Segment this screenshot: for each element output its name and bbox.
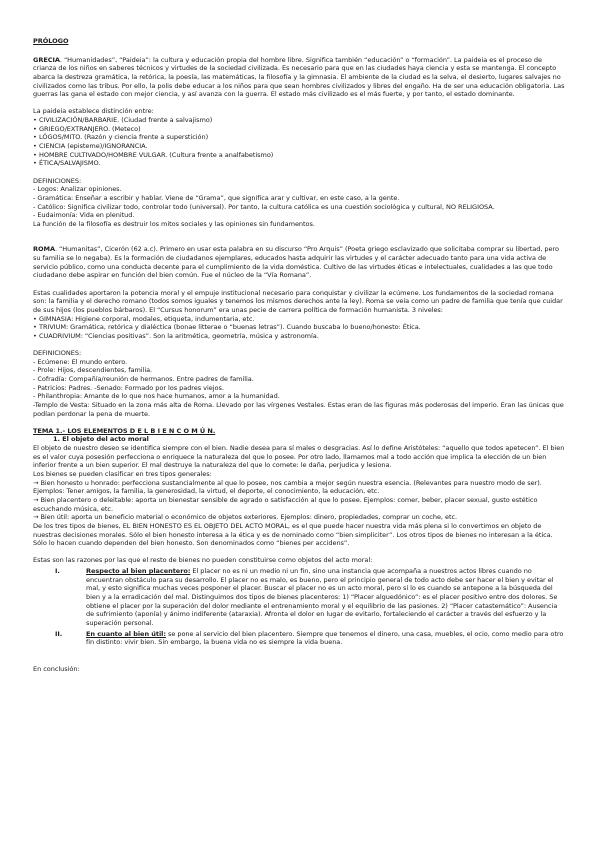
list-item: • HOMBRE CULTIVADO/HOMBRE VULGAR. (Cultura frente a analfabetismo) xyxy=(33,151,567,160)
objeto-paragraph: El objeto de nuestro deseo se identifica siempre con el bien. Nadie desea para sí males o desgracias. Así lo define Aristóteles: “aquello que todos apetecen”. El bien es el valor cuya posesión perfecciona o enriquece la naturaleza del que lo posee. Por otro lado, llamamos mal a todo acción que implica la elección de un bien inferior frente a un bien superior. El mal destruye la naturaleza del que lo comete: le daña, perjudica y lesiona. xyxy=(33,444,565,470)
item-number: II. xyxy=(55,629,63,638)
list-item xyxy=(33,567,567,628)
roma-paragraph xyxy=(33,245,567,280)
definition-item: - Gramática: Enseñar a escribir y hablar. Viene de “Grama”, que significa arar y cultivar, en este caso, a la gente. xyxy=(33,193,400,202)
niveles-list xyxy=(33,315,567,341)
tipo-item: → Bien honesto u honrado: perfecciona sustancialmente al que lo posee, nos cambia a mejor según nuestra esencia. (Relevantes para nuestro modo de ser). Ejemplos: Tener amigos, la familia, la generosidad, la virtud, el deporte, el conocimiento, la educación, etc. xyxy=(33,478,542,496)
list-item: • CIVILIZACIÓN/BARBARIE. (Ciudad frente a salvajismo) xyxy=(33,116,567,125)
list-item: • CUADRIVIUM: “Ciencias positivas”. Son la aritmética, geometría, música y astronomía. xyxy=(33,332,567,341)
page-title: PRÓLOGO xyxy=(33,37,69,45)
definition-item: - Patricios: Padres. -Senado: Formado por los padres viejos. xyxy=(33,383,224,392)
list-item: • GIMNASIA: Higiene corporal, modales, etiqueta, indumentaria, etc. xyxy=(33,315,567,324)
list-item: • ÉTICA/SALVAJISMO. xyxy=(33,159,567,168)
tipo-item: → Bien útil: aporta un beneficio material o económico de objetos exteriores. Ejemplos: dinero, propiedades, comprar un coche, etc. xyxy=(33,513,458,522)
roma-label: ROMA xyxy=(33,245,55,254)
objeto-paragraph-2: De los tres tipos de bienes, EL BIEN HONESTO ES EL OBJETO DEL ACTO MORAL, es el que puede hacer nuestra vida más plena si lo convertimos en objeto de nuestras decisiones morales. Sólo el bien honesto interesa a la ética y es de nominado como “bien simpliciter”. Los otros tipos de bienes no interesan a la ética. Sólo lo hacen cuando dependen del bien honesto. Son denominados como “bienes per accidens”. xyxy=(33,522,553,548)
tipos-intro: Los bienes se pueden clasificar en tres tipos generales: xyxy=(33,470,212,479)
list-item xyxy=(33,630,567,647)
definition-item: - Ecúmene: El mundo entero. xyxy=(33,357,128,366)
definitions-heading: DEFINICIONES: xyxy=(33,349,82,358)
paideia-intro: La paideia establece distinción entre: xyxy=(33,107,154,116)
definition-item: - Logos: Analizar opiniones. xyxy=(33,185,122,194)
definition-item: - Cofradía: Compañía/reunión de hermanos. Entre padres de familia. xyxy=(33,375,254,383)
grecia-paragraph xyxy=(33,56,567,99)
filosofia-line: La función de la filosofía es destruir los mitos sociales y las opiniones sin fundamentos. xyxy=(33,219,315,228)
subsection-heading: 1. El objeto del acto moral xyxy=(53,435,149,444)
item-number: I. xyxy=(55,567,60,576)
definition-item: - Católico: Significa civilizar todo, controlar todo (universal). Por tanto, la cultura católica es una cuestión sociológica y cultural, NO RELIGIOSA. xyxy=(33,202,495,211)
paideia-list xyxy=(33,116,567,168)
section-heading: TEMA 1.- LOS ELEMENTOS D E L B I E N C O M Ú N. xyxy=(33,426,216,435)
razones-list xyxy=(33,567,567,647)
definition-item: - Eudaimonía: Vida en plenitud. xyxy=(33,211,135,220)
list-item: • CIENCIA (episteme)/IGNORANCIA. xyxy=(33,142,567,151)
definition-item: - Philanthropia: Amante de lo que nos hace humanos, amor a la humanidad. xyxy=(33,392,280,401)
item-text: El placer no es ni un medio ni un fin, sino una instancia que acompaña a nuestros actos libres cuando no encuentran obstáculo para su desarrollo. El placer no es malo, es bueno, pero el principio general de todo acto debe ser hacer el bien y evitar el mal, y esto significa muchas veces posponer el placer. Buscar el placer no es un acto moral, pero sí lo es cuando se antepone a la búsqueda del bien y a la erradicación del mal. Distinguimos dos tipos de bienes placenteros: 1) “Placer alguedónico”: es el placer positivo entre dos dolores. Se obtiene el placer por la superación del dolor mediante el entrenamiento moral y el equilibrio de las pasiones. 2) “Placer catastemático”: Ausencia de sufrimiento (aponía) y ánimo indiferente (ataraxia). Afronta el dolor en lugar de evitarlo, fortaleciendo el carácter a través del esfuerzo y la superación personal. xyxy=(86,567,558,628)
list-item: • TRIVIUM: Gramática, retórica y dialéctica (bonae litterae o “buenas letras”). Cuando buscaba lo bueno/honesto: Ética. xyxy=(33,323,567,332)
conclusion-line: En conclusión: xyxy=(33,665,80,674)
list-item: • GRIEGO/EXTRANJERO. (Meteco) xyxy=(33,125,567,134)
definition-item: -Templo de Vesta: Situado en la zona más alta de Roma. Llevado por las vírgenes Vestales. Estas eran de las figuras más poderosas del imperio. Eran las únicas que podían perdonar la pena de muerte. xyxy=(33,400,564,418)
list-item: • LÓGOS/MITO. (Razón y ciencia frente a superstición) xyxy=(33,133,567,142)
definitions-heading: DEFINICIONES: xyxy=(33,176,82,185)
roma-text: . “Humanitas”, Cicerón (62 a.c). Primero en usar esta palabra en su discurso “Pro Arquis” (Poeta griego esclavizado que solicitaba comprar su libertad, pero su familia se lo negaba). Es la formación de ciudadanos ejemplares, educados hasta adquirir las virtudes y el carácter adecuado tanto para una vida activa de servicio público, como una conducta decente para el cumplimiento de la vida doméstica. Cultivo de las virtudes éticas e intelectuales, cualidades a las que todo ciudadano debe aspirar en función del bien común. Fue el núcleo de la “Vía Romana”. xyxy=(33,245,559,280)
grecia-text: . “Humanidades”, “Paideia”: la cultura y educación propia del hombre libre. Significa también “educación” o “formación”. La paideia es el proceso de crianza de los niños en saberes técnicos y virtudes de la sociedad civilizada. Es necesario para que en las ciudades haya ciencia y esta se mantenga. El concepto abarca la destreza gramática, la retórica, la poesía, las matemáticas, la filosofía y la gimnasia. El ambiente de la ciudad es la selva, el desierto, lugares salvajes no civilizados como las tribus. Por ello, la polis debe educar a los niños para que sean hombres civilizados y libres del engaño. Ha de ser una educación obligatoria. Las guerras las gana el estado con mejor ciencia, y así avanza con la guerra. El estado más civilizado es el más fuerte, y por tanto, el estado dominante. xyxy=(33,55,565,99)
roma-paragraph-2: Estas cualidades aportaron la potencia moral y el empuje institucional necesario para conquistar y civilizar la ecúmene. Los fundamentos de la sociedad romana son: la familia y el derecho romano (todos somos iguales y tenemos los mismos derechos ante la ley). Roma se veía como un padre de familia que tenía que cuidar de sus hijos (los pueblos bárbaros). El “Cursus honorum” era unas pecie de carrera política de formación humanista. 3 niveles: xyxy=(33,288,563,314)
tipo-item: → Bien placentero o deleitable: aporta un bienestar sensible de agrado o satisfacción al que lo posee. Ejemplos: comer, beber, placer sexual, gusto estético escuchando música, etc. xyxy=(33,496,538,513)
item-heading: En cuanto al bien útil: xyxy=(86,629,166,638)
item-text: se pone al servicio del bien placentero. Siempre que tenemos el dinero, una casa, muebles, el ocio, como medio para otro fin distinto: vivir bien. Sin embargo, la buena vida no es siempre la vida buena. xyxy=(86,629,564,647)
item-heading: Respecto al bien placentero: xyxy=(86,567,191,576)
grecia-label: GRECIA xyxy=(33,55,60,64)
razones-intro: Estas son las razones por las que el resto de bienes no pueden constituirse como objetos del acto moral: xyxy=(33,556,373,565)
definition-item: - Prole: Hijos, descendientes, familia. xyxy=(33,366,153,375)
